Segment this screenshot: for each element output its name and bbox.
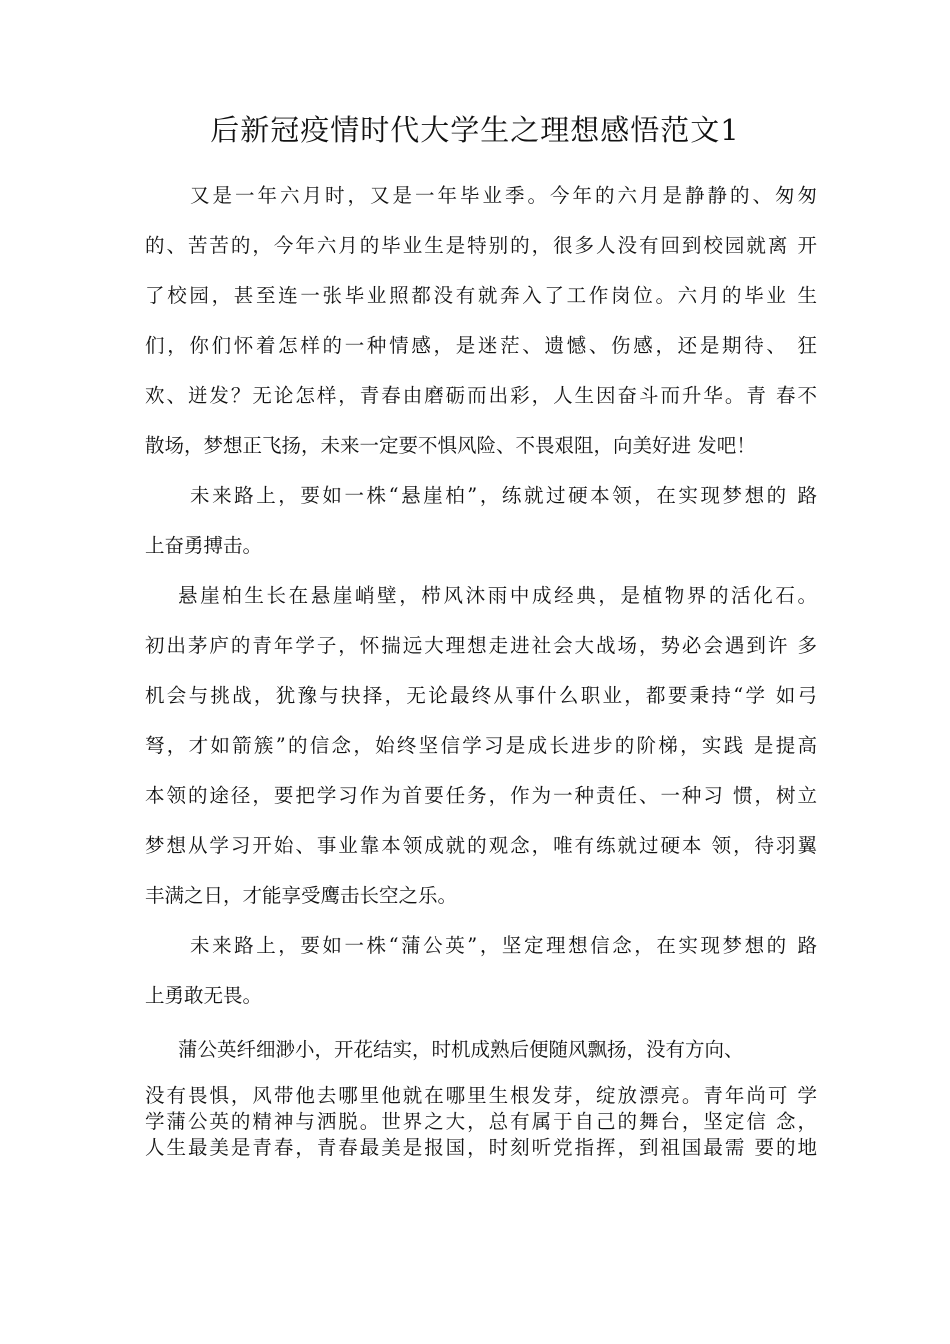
paragraph-line: 未来路上，要如一株“悬崖柏”，练就过硬本领，在实现梦想的 路 [190, 484, 817, 507]
document-title: 后新冠疫情时代大学生之理想感悟范文1 [210, 113, 740, 147]
paragraph-line: 初出茅庐的青年学子，怀揣远大理想走进社会大战场，势必会遇到许 多 [145, 634, 817, 657]
paragraph-line: 了校园，甚至连一张毕业照都没有就奔入了工作岗位。六月的毕业 生 [145, 284, 817, 307]
paragraph-line: 丰满之日，才能享受鹰击长空之乐。 [145, 884, 458, 907]
paragraph-line: 梦想从学习开始、事业靠本领成就的观念，唯有练就过硬本 领，待羽翼 [145, 834, 817, 857]
paragraph-line: 机会与挑战，犹豫与抉择，无论最终从事什么职业，都要秉持“学 如弓 [145, 684, 817, 707]
paragraph-line: 未来路上，要如一株“蒲公英”，坚定理想信念，在实现梦想的 路 [190, 934, 817, 957]
paragraph-line: 们，你们怀着怎样的一种情感，是迷茫、遗憾、伤感，还是期待、 狂 [145, 334, 817, 357]
paragraph-line: 悬崖柏生长在悬崖峭壁，栉风沐雨中成经典，是植物界的活化石。 [178, 584, 817, 607]
paragraph-line: 弩，才如箭簇”的信念，始终坚信学习是成长进步的阶梯，实践 是提高 [145, 734, 817, 757]
paragraph-line: 学蒲公英的精神与洒脱。世界之大，总有属于自己的舞台，坚定信 念， [145, 1110, 817, 1133]
paragraph-line: 人生最美是青春，青春最美是报国，时刻听党指挥，到祖国最需 要的地 [145, 1136, 817, 1159]
paragraph-line: 又是一年六月时，又是一年毕业季。今年的六月是静静的、匆匆 [190, 184, 817, 207]
paragraph-line: 蒲公英纤细渺小，开花结实，时机成熟后便随风飘扬，没有方向、 [178, 1038, 744, 1061]
paragraph-line: 的、苦苦的，今年六月的毕业生是特别的，很多人没有回到校园就离 开 [145, 234, 817, 257]
paragraph-line: 欢、迸发？无论怎样，青春由磨砺而出彩，人生因奋斗而升华。青 春不 [145, 384, 817, 407]
paragraph-line: 没有畏惧，风带他去哪里他就在哪里生根发芽，绽放漂亮。青年尚可 学 [145, 1084, 817, 1107]
paragraph-line: 本领的途径，要把学习作为首要任务，作为一种责任、一种习 惯，树立 [145, 784, 817, 807]
paragraph-line: 上勇敢无畏。 [145, 984, 263, 1007]
paragraph-line: 散场，梦想正飞扬，未来一定要不惧风险、不畏艰阻，向美好进 发吧！ [145, 434, 756, 457]
paragraph-line: 上奋勇搏击。 [145, 534, 263, 557]
